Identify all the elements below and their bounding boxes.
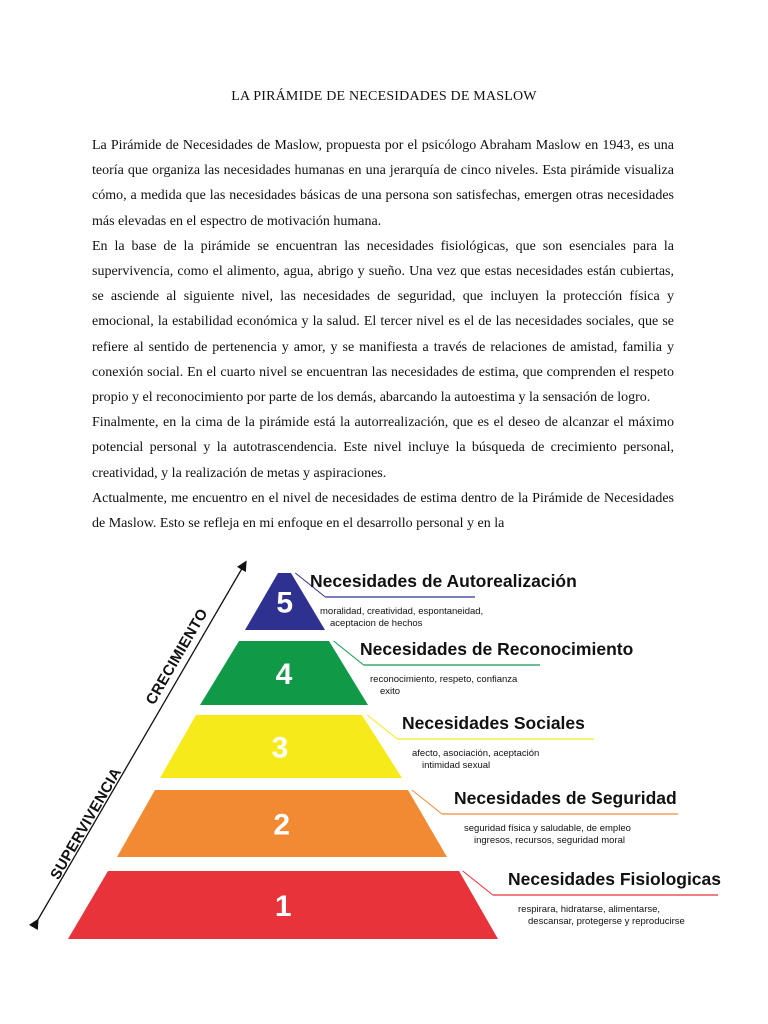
label-crecimiento: CRECIMIENTO (142, 605, 212, 708)
tier-number-1: 1 (274, 890, 292, 923)
pyramid-levels (68, 571, 721, 939)
tier-desc-2-2: ingresos, recursos, seguridad moral (474, 835, 626, 846)
tier-desc-4-1: reconocimiento, respeto, confianza (370, 674, 518, 685)
tier-desc-1-2: descansar, protegerse y reproducirse (528, 916, 685, 927)
label-supervivencia: SUPERVIVENCIA (47, 764, 126, 883)
tier-desc-2-1: seguridad física y saludable, de empleo (464, 823, 631, 834)
document-body (92, 133, 674, 536)
tier-desc-3-2: intimidad sexual (422, 760, 491, 771)
tier-desc-3-1: afecto, asociación, aceptación (412, 748, 540, 759)
tier-number-2: 2 (273, 808, 291, 842)
tier-desc-5-2: aceptacion de hechos (330, 618, 423, 629)
tier-number-4: 4 (275, 658, 293, 691)
tier-title-5: Necesidades de Autorealización (310, 571, 577, 591)
document-title: LA PIRÁMIDE DE NECESIDADES DE MASLOW (231, 89, 537, 104)
paragraph-levels: En la base de la pirámide se encuentran las necesidades fisiológicas, que son esenciales para la supervivencia, como el alimento, agua, abrigo y sueño. Una vez que estas necesidades están cubiertas, se asciende al siguiente nivel, las necesidades de seguridad, que incluyen la protección física y emocional, la estabilidad económica y la salud. El tercer nivel es el de las necesidades sociales, que se refiere al sentido de pertenencia y amor, y se manifiesta a través de relaciones de amistad, familia y conexión social. En el cuarto nivel se encuentran las necesidades de estima, que comprenden el respeto propio y el reconocimiento por parte de los demás, abarcando la autoestima y la sensación de logro. (92, 238, 674, 406)
tier-number-5: 5 (276, 586, 294, 620)
tier-title-3: Necesidades Sociales (402, 713, 585, 733)
tier-number-3: 3 (271, 731, 289, 765)
paragraph-intro: La Pirámide de Necesidades de Maslow, propuesta por el psicólogo Abraham Maslow en 1943, es una teoría que organiza las necesidades humanas en una jerarquía de cinco niveles. Esta pirámide visualiza cómo, a medida que las necesidades básicas de una persona son satisfechas, emergen otras necesidades más elevadas en el espectro de motivación humana. (92, 138, 674, 229)
tier-desc-4-2: exito (380, 686, 401, 697)
tier-title-4: Necesidades de Reconocimiento (360, 639, 634, 659)
paragraph-top: Finalmente, en la cima de la pirámide está la autorrealización, que es el deseo de alcanzar el máximo potencial personal y la autotrascendencia. Este nivel incluye la búsqueda de crecimiento personal, creatividad, y la realización de metas y aspiraciones. (92, 415, 674, 481)
tier-title-2: Necesidades de Seguridad (454, 788, 677, 808)
tier-desc-5-1: moralidad, creatividad, espontaneidad, (320, 606, 484, 617)
tier-desc-1-1: respirara, hidratarse, alimentarse, (518, 904, 661, 915)
maslow-pyramid-figure (0, 555, 768, 955)
tier-title-1: Necesidades Fisiologicas (508, 869, 722, 889)
paragraph-current: Actualmente, me encuentro en el nivel de necesidades de estima dentro de la Pirámide de Necesidades de Maslow. Esto se refleja en mi enfoque en el desarrollo personal y en la (92, 490, 674, 532)
